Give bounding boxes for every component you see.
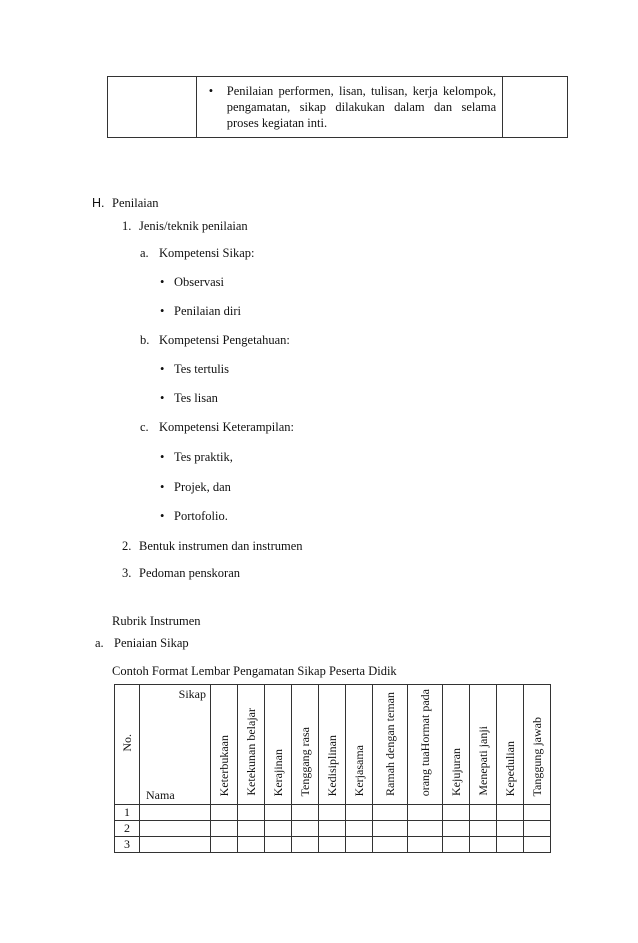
list-item: • Portofolio. [160,509,228,523]
column-header: Ramah dengan teman [373,685,408,805]
bullet-icon: • [208,84,214,98]
column-header: Menepati janji [470,685,497,805]
list-item: • Tes lisan [160,391,218,405]
list-item: • Penilaian diri [160,304,241,318]
table-row: 3 [115,837,551,853]
rubrik-caption: Contoh Format Lembar Pengamatan Sikap Peserta Didik [112,664,397,678]
column-header: Kerajinan [265,685,292,805]
item-label: Pedoman penskoran [139,566,241,580]
bullet-icon: • [160,480,165,494]
sub-label: Kompetensi Sikap: [159,246,255,260]
bullet-icon: • [160,450,165,464]
bullet-icon: • [160,362,165,376]
rubrik-sub-letter: a. [95,636,104,650]
list-item: • Tes praktik, [160,450,233,464]
sub-letter: a. [140,246,149,260]
bullet-icon: • [160,304,165,318]
list-item: • Observasi [160,275,224,289]
column-header: Tanggung jawab [524,685,551,805]
column-header: Kerjasama [346,685,373,805]
item-number: 3. [122,566,132,580]
list-item: • Projek, dan [160,480,231,494]
top-table-empty-cell [503,77,568,138]
item-number: 1. [122,219,132,233]
item-label: Jenis/teknik penilaian [139,219,248,233]
section-h-title: Penilaian [112,196,159,210]
sub-letter: b. [140,333,150,347]
top-table-bullet-text: Penilaian performen, lisan, tulisan, kerja kelompok, pengamatan, sikap dilakukan dalam dan selama proses kegiatan inti. [226,84,497,130]
column-header: Keterbukaan [211,685,238,805]
rubrik-title: Rubrik Instrumen [112,614,201,628]
top-table-content-cell [196,77,502,138]
sikap-nama-header [140,685,211,805]
item-number: 2. [122,539,132,553]
bullet-icon: • [160,275,165,289]
column-header: Tenggang rasa [292,685,319,805]
column-header: orang tuaHormat pada [408,685,443,805]
table-row: 2 [115,821,551,837]
top-table [107,76,568,138]
sikap-table [114,684,551,853]
list-item: • Tes tertulis [160,362,230,376]
column-header: Kepedulian [497,685,524,805]
bullet-icon: • [160,509,165,523]
nama-header: Nama [146,788,175,802]
top-table-empty-cell [108,77,197,138]
table-row: 1 [115,805,551,821]
section-h-marker: H. [92,196,105,210]
rubrik-sub-title: Peniaian Sikap [114,636,189,650]
sub-label: Kompetensi Keterampilan: [159,420,295,434]
sub-label: Kompetensi Pengetahuan: [159,333,290,347]
item-label: Bentuk instrumen dan instrumen [139,539,303,553]
no-header: No. [115,685,140,805]
sikap-header: Sikap [178,687,206,701]
column-header: Ketekunan belajar [238,685,265,805]
column-header: Kejujuran [443,685,470,805]
column-header: Kedisiplinan [319,685,346,805]
sub-letter: c. [140,420,149,434]
bullet-icon: • [160,391,165,405]
